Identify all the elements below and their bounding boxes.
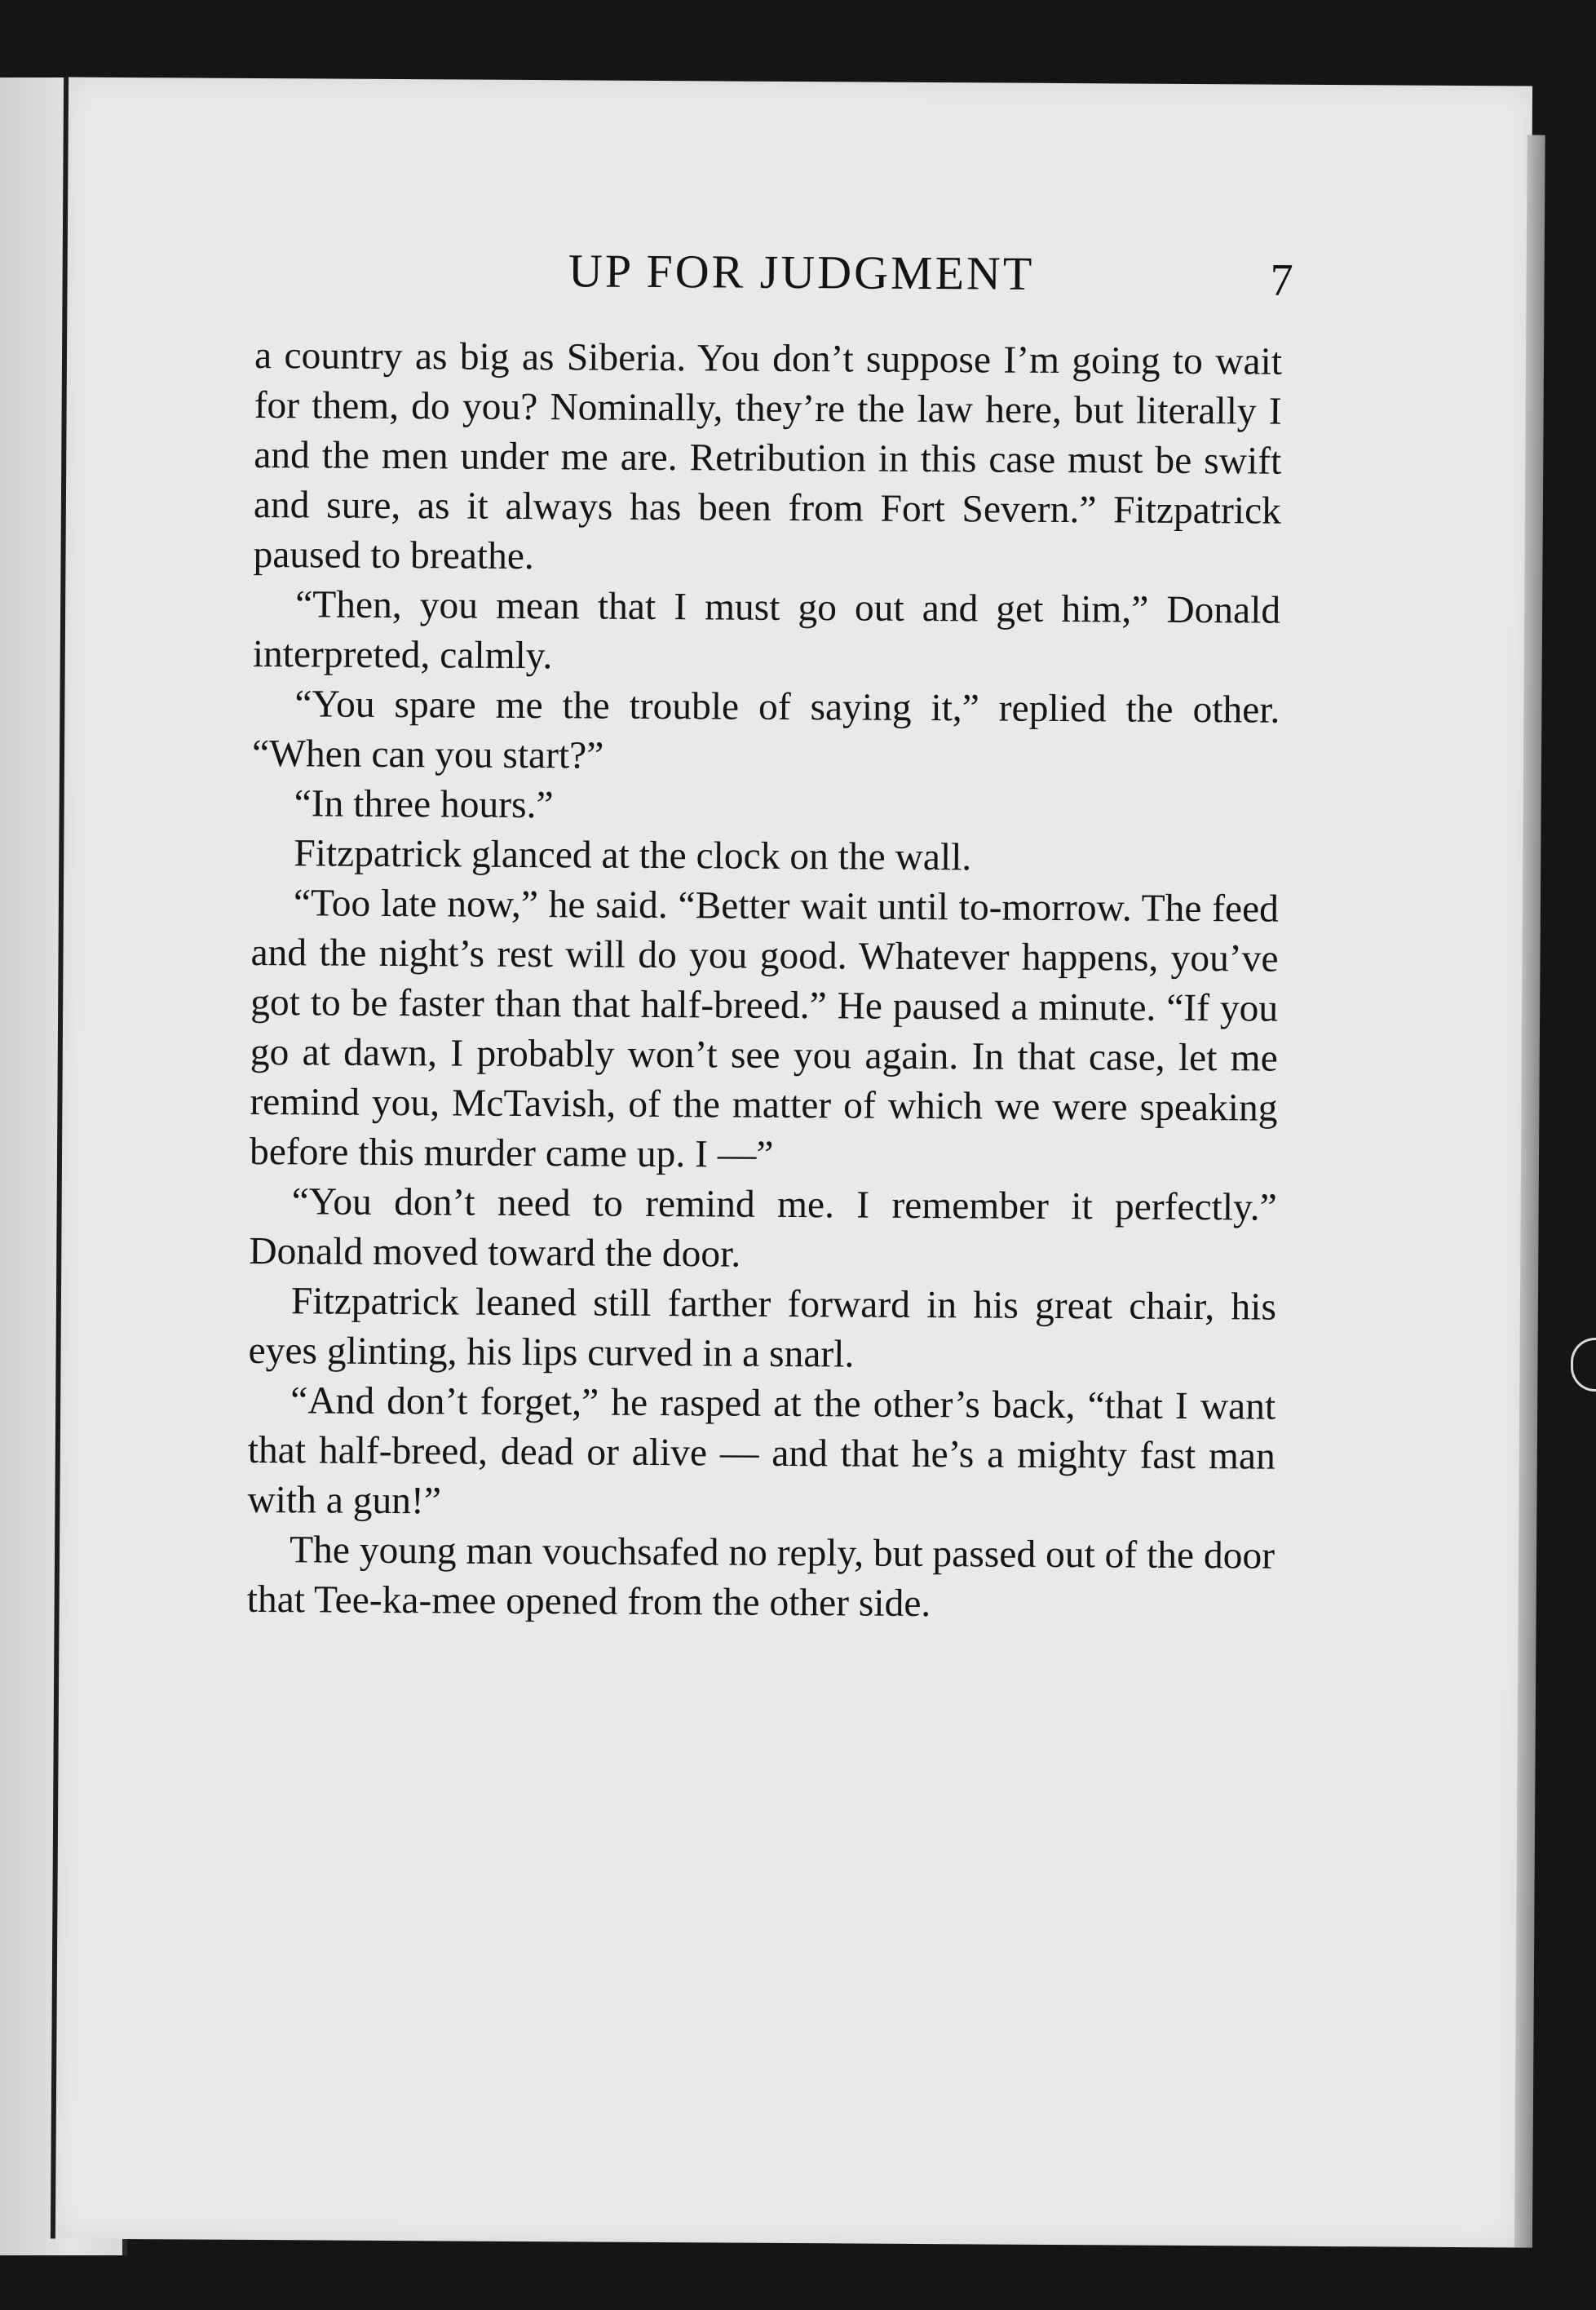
book-page [51,77,1532,2248]
scan-edge-mark [1571,1338,1596,1392]
body-text [247,331,1283,1631]
paragraph: “And don’t forget,” he rasped at the other’s back, “that I want that half-breed, dead or alive — and that he’s a mighty fast man with a gun!” [247,1379,1276,1523]
paragraph: “You don’t need to remind me. I remember it perfectly.” Donald moved toward the door. [249,1180,1277,1276]
page-edge [1514,135,1545,2247]
paragraph: “In three hours.” [294,782,554,827]
paragraph: Fitzpatrick leaned still farther forward in his great chair, his eyes glinting, his lips curved in a snarl. [248,1280,1277,1376]
paragraph: “Too late now,” he said. “Better wait until to-morrow. The feed and the night’s rest will do you good. Whatever happens, you’ve got to be faster than that half-breed.” He paused a minute. “If you go at dawn, I probably won’t see you again. In that case, let me remind you, McTavish, of the matter of which we were speaking before this murder came up. I —” [249,882,1280,1176]
paragraph: “You spare me the trouble of saying it,” replied the other. “When can you start?” [251,683,1280,777]
paragraph: The young man vouchsafed no reply, but passed out of the door that Tee-ka-mee opened from the other side. [246,1529,1275,1626]
paragraph: a country as big as Siberia. You don’t suppose I’m going to wait for them, do you? Nominally, they’re the law here, but literally I and the men under me are. Retribution in this case must be swift and sure, as it always has been from Fort Severn.” Fitzpatrick paused to breathe. [253,334,1283,578]
paragraph: Fitzpatrick glanced at the clock on the wall. [294,832,972,879]
paragraph: “Then, you mean that I must go out and get him,” Donald interpreted, calmly. [252,583,1281,678]
running-head: UP FOR JUDGMENT [568,244,1035,300]
page-number: 7 [1270,254,1293,306]
